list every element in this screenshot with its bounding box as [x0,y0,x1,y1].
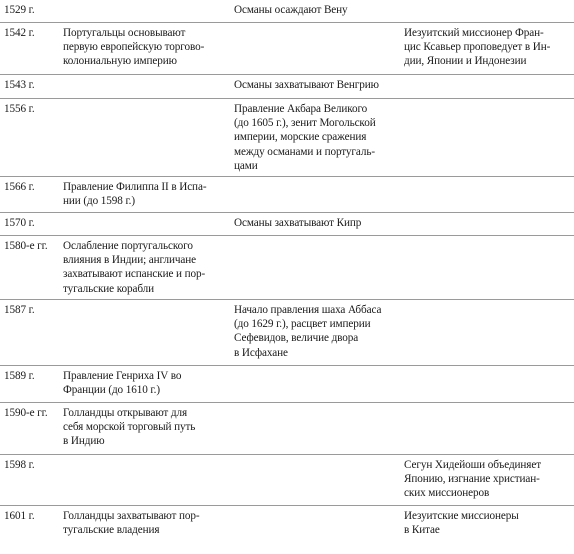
table-row [0,177,574,213]
row-asia-event: Османы захватывают Венгрию [234,79,379,91]
row-date: 1543 г. [4,79,35,91]
row-date: 1570 г. [4,217,35,229]
row-asia-event: Начало правления шаха Аббаса (до 1629 г.), расцвет империи Сефевидов, величие двора в Исфахане [234,304,382,359]
row-east-event: Сегун Хидейоши объединяет Японию, изгнание христиан- ских миссионеров [404,459,542,500]
table-row [0,0,574,23]
table-row [0,403,574,455]
table-row [0,300,574,366]
row-europe-event: Португальцы основывают первую европейскую торгово- колониальную империю [63,27,205,68]
row-date: 1589 г. [4,370,35,382]
row-asia-event: Османы осаждают Вену [234,4,348,16]
table-row [0,506,574,553]
row-date: 1566 г. [4,181,35,193]
row-east-event: Иезуитский миссионер Фран- цис Ксавьер проповедует в Ин- дии, Японии и Индонезии [404,27,551,68]
row-date: 1556 г. [4,103,35,115]
row-date: 1590-е гг. [4,407,48,419]
row-date: 1529 г. [4,4,35,16]
row-east-event: Иезуитские миссионеры в Китае [404,510,519,537]
table-row [0,99,574,177]
table-row [0,213,574,236]
row-date: 1542 г. [4,27,35,39]
table-row [0,236,574,300]
table-row [0,366,574,403]
row-asia-event: Правление Акбара Великого (до 1605 г.), зенит Могольской империи, морские сражения между османами и португаль- цами [234,103,376,172]
row-europe-event: Голландцы открывают для себя морской торговый путь в Индию [63,407,196,448]
row-europe-event: Правление Генриха IV во Франции (до 1610 г.) [63,370,182,397]
row-europe-event: Голландцы захватывают пор- тугальские владения [63,510,200,537]
row-europe-event: Правление Филиппа II в Испа- нии (до 1598 г.) [63,181,207,208]
row-date: 1601 г. [4,510,35,522]
row-europe-event: Ослабление португальского влияния в Индии; англичане захватывают испанские и пор- тугальские корабли [63,240,206,295]
table-row [0,23,574,75]
row-asia-event: Османы захватывают Кипр [234,217,362,229]
table-row [0,75,574,99]
row-date: 1587 г. [4,304,35,316]
row-date: 1580-е гг. [4,240,48,252]
table-row [0,455,574,506]
row-date: 1598 г. [4,459,35,471]
